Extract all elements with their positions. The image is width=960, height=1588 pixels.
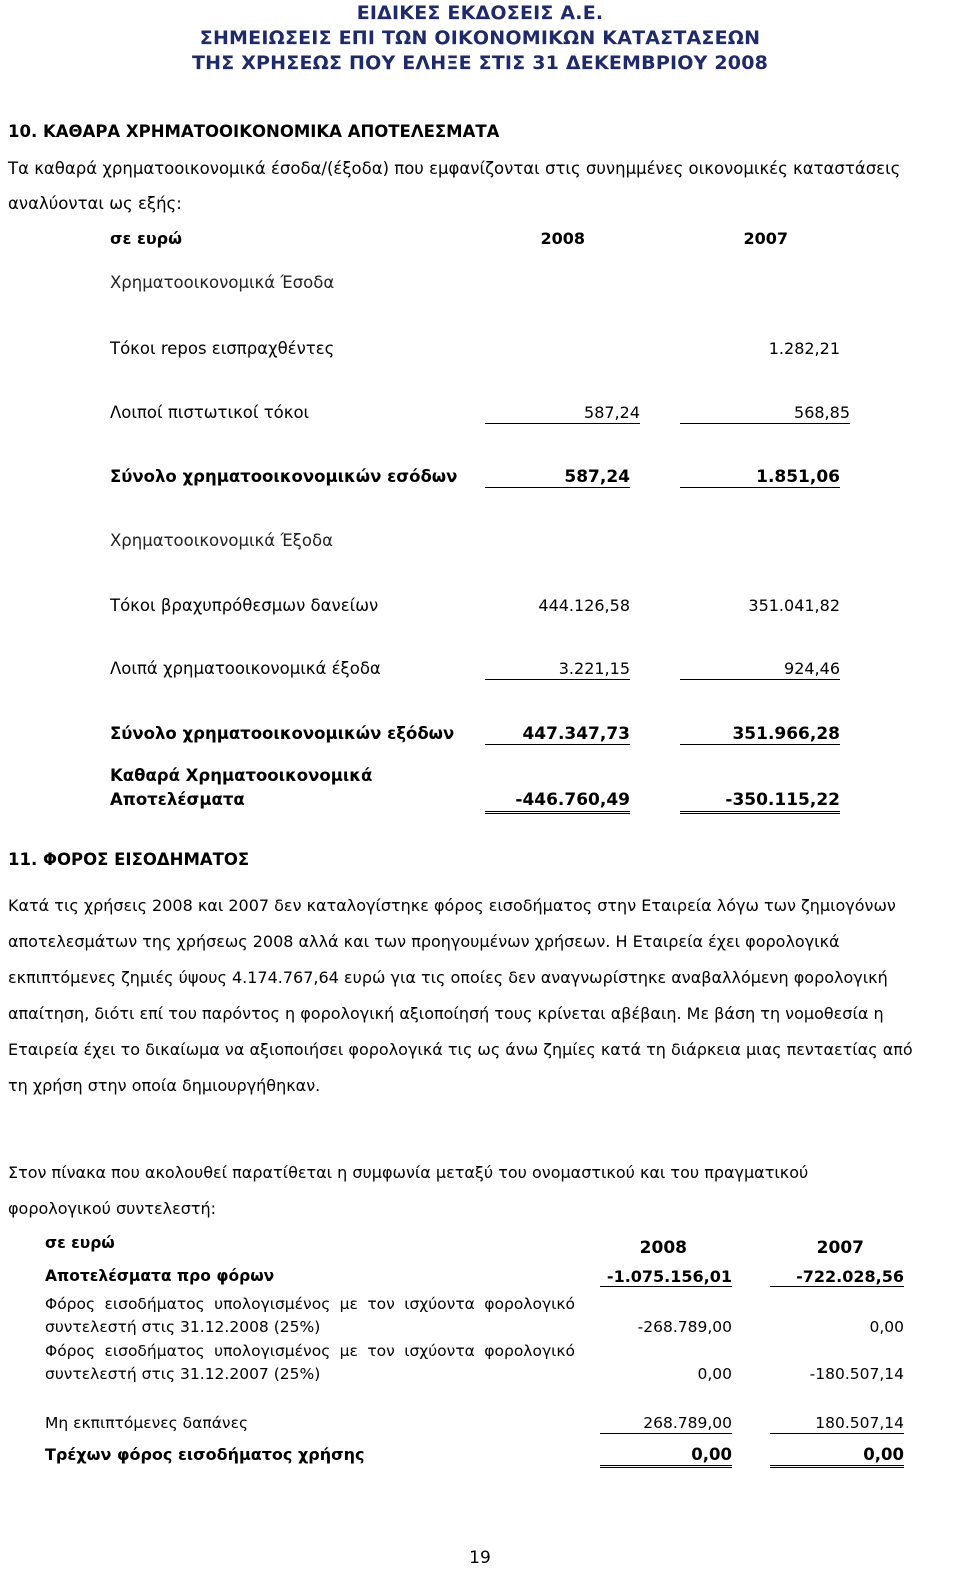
income-row-label: Λοιποί πιστωτικοί τόκοι xyxy=(110,403,310,422)
document-period: ΤΗΣ ΧΡΗΣΕΩΣ ΠΟΥ ΕΛΗΞΕ ΣΤΙΣ 31 ΔΕΚΕΜΒΡΙΟΥ 2008 xyxy=(191,52,769,74)
table-row-label-line1: Φόρος εισοδήματος υπολογισμένος με τον ισχύοντα φορολογικό xyxy=(45,1295,575,1313)
table-year-2008: 2008 xyxy=(639,1238,687,1258)
expense-heading: Χρηματοοικονομικά Έξοδα xyxy=(110,531,333,550)
table-row-2008: -268.789,00 xyxy=(637,1318,732,1336)
table-row-2007: 0,00 xyxy=(869,1318,904,1336)
expense-row-2007: 351.041,82 xyxy=(748,596,840,615)
income-total-2007: 1.851,06 xyxy=(680,467,840,488)
year-2008-header: 2008 xyxy=(540,229,585,248)
paragraph-line: εκπιπτόμενες ζημιές ύψους 4.174.767,64 ευρώ για τις οποίες δεν αναγνωρίστηκε αναβαλλόμενη φορολογική xyxy=(8,968,888,987)
table-row-2007: 0,00 xyxy=(770,1445,904,1468)
income-row-2007: 1.282,21 xyxy=(768,339,840,358)
expense-total-2008: 447.347,73 xyxy=(485,724,630,745)
table-year-2007: 2007 xyxy=(816,1238,864,1258)
table-row-label-line1: Φόρος εισοδήματος υπολογισμένος με τον ισχύοντα φορολογικό xyxy=(45,1342,575,1360)
table-row-2007: -180.507,14 xyxy=(809,1365,904,1383)
expense-row-label: Λοιπά χρηματοοικονομικά έξοδα xyxy=(110,659,381,678)
income-total-label: Σύνολο χρηματοοικονομικών εσόδων xyxy=(110,467,458,486)
net-result-label-line1: Καθαρά Χρηματοοικονομικά xyxy=(110,766,373,785)
table-row-label: Τρέχων φόρος εισοδήματος χρήσης xyxy=(45,1445,365,1464)
income-row-2007: 568,85 xyxy=(680,403,850,424)
section-10-intro-line1: Τα καθαρά χρηματοοικονομικά έσοδα/(έξοδα) που εμφανίζονται στις συνημμένες οικονομικές καταστάσεις xyxy=(8,159,901,178)
income-heading: Χρηματοοικονομικά Έσοδα xyxy=(110,273,335,292)
paragraph-line: Στον πίνακα που ακολουθεί παρατίθεται η συμφωνία μεταξύ του ονομαστικού και του πραγματικού xyxy=(8,1163,809,1182)
net-result-2008: -446.760,49 xyxy=(485,790,630,814)
income-total-2008: 587,24 xyxy=(485,467,630,488)
paragraph-line: Εταιρεία έχει το δικαίωμα να αξιοποιήσει φορολογικά τις ως άνω ζημίες κατά τη διάρκεια μιας πενταετίας από xyxy=(8,1040,913,1059)
table-row-2007: -722.028,56 xyxy=(770,1267,904,1287)
section-10-title: 10. ΚΑΘΑΡΑ ΧΡΗΜΑΤΟΟΙΚΟΝΟΜΙΚΑ ΑΠΟΤΕΛΕΣΜΑΤΑ xyxy=(8,122,500,141)
net-result-label-line2: Αποτελέσματα xyxy=(110,790,245,809)
table-row-2008: 0,00 xyxy=(697,1365,732,1383)
income-row-2008: 587,24 xyxy=(485,403,640,424)
paragraph-line: φορολογικού συντελεστή: xyxy=(8,1199,217,1218)
table-row-label: Μη εκπιπτόμενες δαπάνες xyxy=(45,1414,249,1432)
page-number: 19 xyxy=(469,1548,491,1568)
currency-label: σε ευρώ xyxy=(110,229,183,248)
section-11-paragraph xyxy=(8,888,948,1104)
table-row-label-line2: συντελεστή στις 31.12.2008 (25%) xyxy=(45,1318,321,1336)
paragraph-line: τη χρήση στην οποία δημιουργήθηκαν. xyxy=(8,1076,321,1095)
expense-row-2008: 3.221,15 xyxy=(485,659,630,680)
section-10-intro-line2: αναλύονται ως εξής: xyxy=(8,194,182,213)
net-result-2007: -350.115,22 xyxy=(680,790,840,814)
document-subtitle: ΣΗΜΕΙΩΣΕΙΣ ΕΠΙ ΤΩΝ ΟΙΚΟΝΟΜΙΚΩΝ ΚΑΤΑΣΤΑΣΕΩΝ xyxy=(199,27,761,49)
company-name: ΕΙΔΙΚΕΣ ΕΚΔΟΣΕΙΣ Α.Ε. xyxy=(356,2,604,24)
table-row-2008: 268.789,00 xyxy=(600,1414,732,1434)
table-row-2008: 0,00 xyxy=(600,1445,732,1468)
expense-total-label: Σύνολο χρηματοοικονομικών εξόδων xyxy=(110,724,455,743)
paragraph-line: Κατά τις χρήσεις 2008 και 2007 δεν καταλογίστηκε φόρος εισοδήματος στην Εταιρεία λόγω των ζημιογόνων xyxy=(8,896,896,915)
income-row-label: Τόκοι repos εισπραχθέντες xyxy=(110,339,335,358)
table-row-label-line2: συντελεστή στις 31.12.2007 (25%) xyxy=(45,1365,321,1383)
paragraph-line: απαίτηση, διότι επί του παρόντος η φορολογική αξιοποίησή τους κρίνεται αβέβαιη. Με βάση τη νομοθεσία η xyxy=(8,1004,884,1023)
year-2007-header: 2007 xyxy=(743,229,788,248)
table-row-2007: 180.507,14 xyxy=(770,1414,904,1434)
table-currency-label: σε ευρώ xyxy=(45,1234,115,1252)
table-row-2008: -1.075.156,01 xyxy=(600,1267,732,1287)
table-row-label: Αποτελέσματα προ φόρων xyxy=(45,1267,275,1285)
expense-row-2007: 924,46 xyxy=(680,659,840,680)
expense-row-label: Τόκοι βραχυπρόθεσμων δανείων xyxy=(110,596,379,615)
expense-total-2007: 351.966,28 xyxy=(680,724,840,745)
paragraph-line: αποτελεσμάτων της χρήσεως 2008 αλλά και των προηγουμένων χρήσεων. Η Εταιρεία έχει φορολογικά xyxy=(8,932,840,951)
expense-row-2008: 444.126,58 xyxy=(538,596,630,615)
section-11-title: 11. ΦΟΡΟΣ ΕΙΣΟΔΗΜΑΤΟΣ xyxy=(8,850,250,869)
reconciliation-intro xyxy=(8,1155,948,1227)
